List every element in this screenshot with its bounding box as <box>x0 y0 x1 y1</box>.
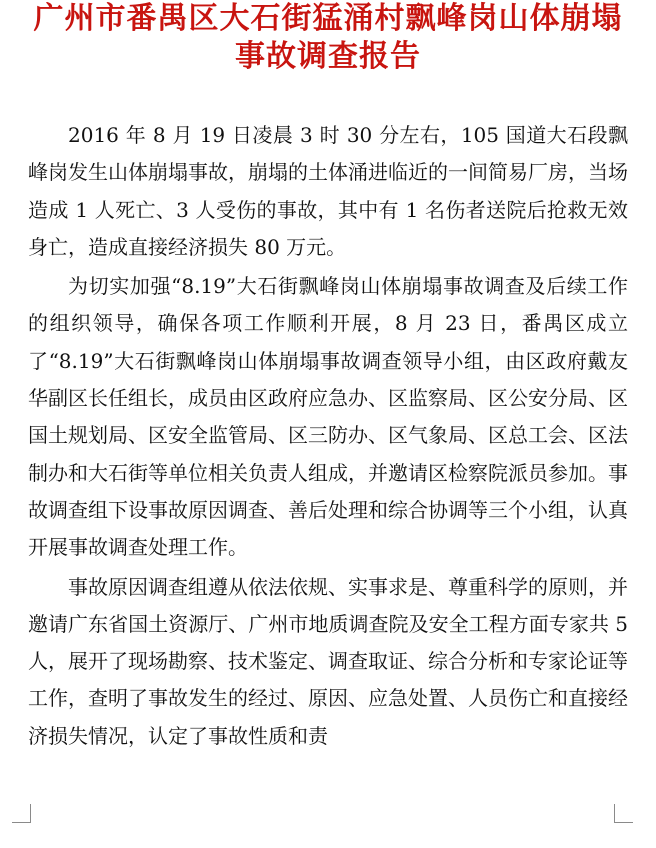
document-title <box>20 0 636 76</box>
document-body <box>28 117 628 757</box>
title-line-2: 事故调查报告 <box>235 39 421 74</box>
paragraph-1: 2016 年 8 月 19 日凌晨 3 时 30 分左右，105 国道大石段飘峰岗发生山体崩塌事故，崩塌的土体涌进临近的一间简易厂房，当场造成 1 人死亡、3 人受伤的事故，其中有 1 名伤者送院后抢救无效身亡，造成直接经济损失 80 万元。 <box>28 123 628 259</box>
paragraph-2: 为切实加强“8.19”大石街飘峰岗山体崩塌事故调查及后续工作的组织领导，确保各项工作顺利开展，8 月 23 日，番禺区成立了“8.19”大石街飘峰岗山体崩塌事故调查领导小组，由区政府戴友华副区长任组长，成员由区政府应急办、区监察局、区公安分局、区国土规划局、区安全监管局、区三防办、区气象局、区总工会、区法制办和大石街等单位相关负责人组成，并邀请区检察院派员参加。事故调查组下设事故原因调查、善后处理和综合协调等三个小组，认真开展事故调查处理工作。 <box>28 274 628 560</box>
title-line-1: 广州市番禺区大石街猛涌村飘峰岗山体崩塌 <box>33 1 623 36</box>
paragraph-3: 事故原因调查组遵从依法依规、实事求是、尊重科学的原则，并邀请广东省国土资源厅、广州市地质调查院及安全工程方面专家共 5 人，展开了现场勘察、技术鉴定、调查取证、综合分析和专家论证等工作，查明了事故发生的经过、原因、应急处置、人员伤亡和直接经济损失情况，认定了事故性质和责 <box>28 574 628 748</box>
bottom-left-margin-mark <box>12 804 31 823</box>
bottom-right-margin-mark <box>614 804 633 823</box>
